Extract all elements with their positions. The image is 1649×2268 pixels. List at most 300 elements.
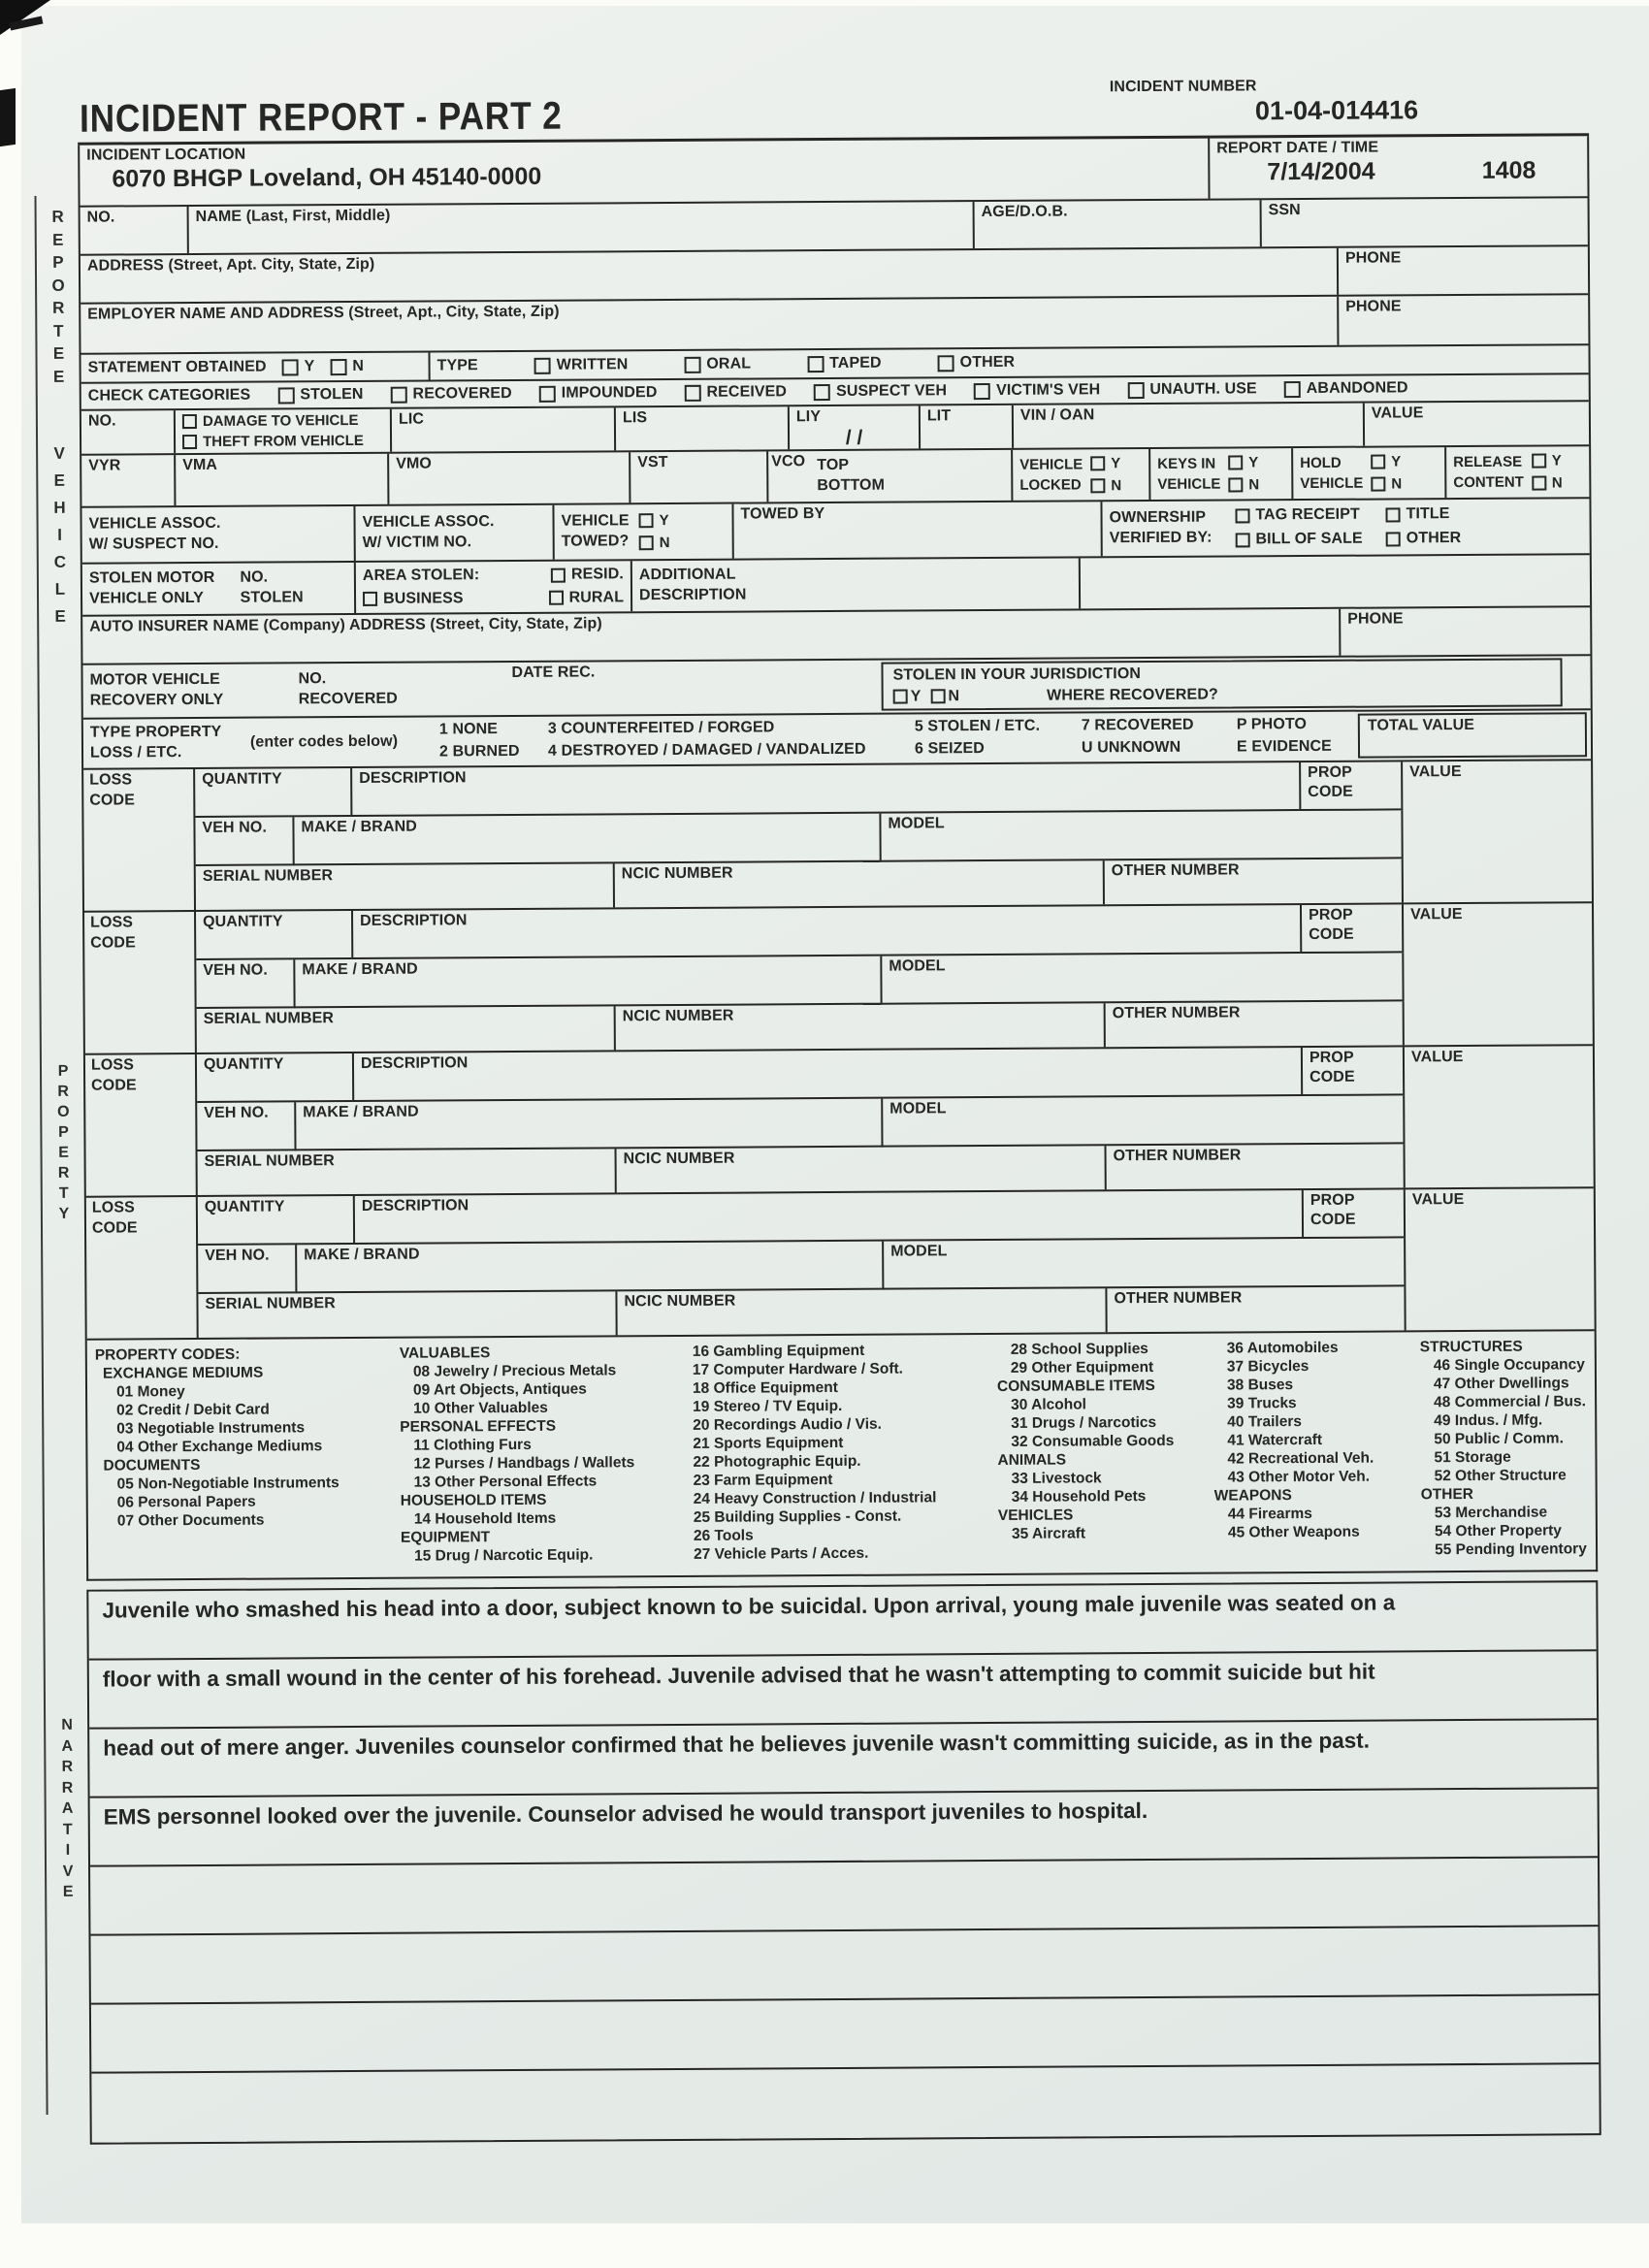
code-group-header: PERSONAL EFFECTS bbox=[400, 1417, 557, 1436]
no-recovered-field[interactable] bbox=[291, 663, 504, 716]
damage-to-vehicle-label: DAMAGE TO VEHICLE bbox=[202, 411, 359, 430]
jurisdiction-no-label: N bbox=[948, 687, 960, 704]
property-type-row bbox=[83, 708, 1591, 767]
property-item-block bbox=[84, 901, 1593, 1053]
legend-col-5 bbox=[1202, 1336, 1409, 1571]
vehicle-assoc-row bbox=[81, 497, 1589, 562]
vehicle-value-field[interactable] bbox=[1363, 402, 1589, 445]
additional-description-label1: ADDITIONAL bbox=[638, 566, 736, 584]
liy-value: / / bbox=[845, 426, 863, 449]
reportee-no-label: NO. bbox=[86, 209, 115, 226]
narrative-line: Juvenile who smashed his head into a door, subject known to be suicidal. Upon arrival, young male juvenile was seated on a bbox=[88, 1582, 1596, 1660]
description-field[interactable] bbox=[350, 762, 1299, 817]
statement-obtained-label: STATEMENT OBTAINED bbox=[87, 358, 267, 376]
checkbox-unauth-use[interactable] bbox=[1127, 382, 1144, 399]
legend-list-5 bbox=[1202, 1338, 1409, 1541]
reportee-employer-field[interactable] bbox=[81, 297, 1337, 353]
code-item: 46 Single Occupancy bbox=[1433, 1356, 1585, 1375]
report-datetime-field[interactable] bbox=[1208, 136, 1587, 198]
additional-description-field[interactable] bbox=[630, 558, 1079, 611]
model-label: MODEL bbox=[889, 957, 946, 975]
checkbox-stolen[interactable] bbox=[277, 387, 294, 404]
enter-codes-note bbox=[243, 718, 433, 767]
total-value-label: TOTAL VALUE bbox=[1367, 716, 1475, 734]
other-number-field[interactable] bbox=[1103, 859, 1402, 904]
release-label1: RELEASE bbox=[1453, 453, 1523, 470]
ncic-number-label: NCIC NUMBER bbox=[624, 1292, 736, 1311]
other-number-field[interactable] bbox=[1105, 1286, 1404, 1332]
checkbox-locked-yes[interactable] bbox=[1090, 456, 1105, 470]
serial-number-label: SERIAL NUMBER bbox=[204, 1152, 335, 1170]
serial-number-label: SERIAL NUMBER bbox=[205, 1295, 336, 1312]
date-rec-field[interactable] bbox=[504, 661, 878, 715]
narrative-line: head out of mere anger. Juveniles counselor confirmed that he believes juvenile wasn't committing suicide, as in the past. bbox=[89, 1720, 1597, 1798]
ncic-number-field[interactable] bbox=[615, 1146, 1105, 1192]
hold-yes-label: Y bbox=[1391, 452, 1402, 470]
code-item: 29 Other Equipment bbox=[1010, 1358, 1154, 1377]
checkbox-abandoned[interactable] bbox=[1284, 381, 1301, 398]
stolen-motor-label2: VEHICLE ONLY bbox=[88, 589, 205, 607]
lic-label: LIC bbox=[398, 410, 425, 428]
ncic-number-field[interactable] bbox=[614, 1003, 1104, 1050]
incident-location-field[interactable] bbox=[80, 139, 1208, 206]
code-item: 45 Other Weapons bbox=[1227, 1523, 1360, 1541]
checkbox-towed-yes[interactable] bbox=[639, 513, 654, 528]
rural-label: RURAL bbox=[568, 588, 625, 606]
vin-oan-label: VIN / OAN bbox=[1019, 406, 1095, 424]
received-label: RECEIVED bbox=[706, 382, 788, 401]
narrative-blank-line[interactable] bbox=[90, 1858, 1598, 1935]
recovery-open-area bbox=[1565, 656, 1590, 708]
other-number-field[interactable] bbox=[1105, 1144, 1404, 1189]
recovered-label: RECOVERED bbox=[412, 384, 512, 403]
reportee-phone-field[interactable] bbox=[1337, 246, 1588, 295]
abandoned-label: ABANDONED bbox=[1306, 378, 1408, 397]
prop-code-label1: PROP bbox=[1309, 1049, 1354, 1066]
ncic-number-field[interactable] bbox=[615, 1288, 1105, 1335]
ownership-label1: OWNERSHIP bbox=[1109, 508, 1207, 527]
code-item: 13 Other Personal Effects bbox=[413, 1473, 598, 1491]
recovery-label1: MOTOR VEHICLE bbox=[89, 670, 220, 689]
loss-code-field[interactable] bbox=[86, 1197, 199, 1339]
vma-label: VMA bbox=[182, 456, 218, 474]
suspect-veh-label: SUSPECT VEH bbox=[836, 381, 948, 400]
theft-from-vehicle-label: THEFT FROM VEHICLE bbox=[203, 432, 364, 450]
locked-yes-label: Y bbox=[1111, 454, 1121, 471]
no-recovered-label1: NO. bbox=[298, 670, 327, 688]
ownership-verified-group bbox=[1100, 499, 1589, 556]
serial-number-field[interactable] bbox=[198, 1291, 615, 1338]
reportee-no-field[interactable] bbox=[81, 207, 187, 254]
narrative-blank-line[interactable] bbox=[91, 1995, 1599, 2073]
code-item: 09 Art Objects, Antiques bbox=[412, 1380, 587, 1399]
serial-number-field[interactable] bbox=[196, 863, 613, 910]
vco-field[interactable] bbox=[766, 451, 810, 502]
property-item-block bbox=[85, 1044, 1594, 1195]
keys-yes-label: Y bbox=[1248, 453, 1259, 470]
assoc-victim-label1: VEHICLE ASSOC. bbox=[362, 513, 495, 532]
stolen-motor-group bbox=[82, 563, 354, 615]
code-item: 08 Jewelry / Precious Metals bbox=[412, 1362, 617, 1380]
code-item: 21 Sports Equipment bbox=[693, 1434, 844, 1452]
prop-code-label2: CODE bbox=[1310, 1068, 1355, 1085]
property-item-block bbox=[83, 759, 1592, 910]
no-stolen-label2: STOLEN bbox=[240, 589, 304, 606]
code-item: 43 Other Motor Veh. bbox=[1227, 1468, 1371, 1486]
vehicle-towed-group bbox=[552, 504, 731, 560]
code-group-header: CONSUMABLE ITEMS bbox=[996, 1377, 1155, 1395]
reportee-name-label: NAME (Last, First, Middle) bbox=[195, 207, 391, 225]
checkbox-jurisdiction-no[interactable] bbox=[930, 690, 945, 704]
model-label: MODEL bbox=[889, 1100, 947, 1118]
value-label: VALUE bbox=[1410, 906, 1463, 923]
taped-label: TAPED bbox=[829, 354, 882, 372]
property-row-main bbox=[196, 903, 1592, 960]
reportee-employer-phone-field[interactable] bbox=[1337, 295, 1588, 345]
property-row-main bbox=[198, 1188, 1594, 1246]
checkbox-rural[interactable] bbox=[549, 591, 564, 605]
section-label-vehicle: V E H I C L E bbox=[53, 443, 67, 626]
quantity-field[interactable] bbox=[197, 1053, 352, 1103]
checkbox-bill-of-sale[interactable] bbox=[1235, 533, 1249, 547]
quantity-label: QUANTITY bbox=[203, 913, 283, 930]
vmo-field[interactable] bbox=[387, 452, 629, 504]
description-field[interactable] bbox=[352, 1048, 1301, 1102]
legend-col-4 bbox=[986, 1338, 1203, 1573]
checkbox-tag-receipt[interactable] bbox=[1235, 508, 1249, 523]
keys-label1: KEYS IN bbox=[1157, 455, 1216, 472]
vst-field[interactable] bbox=[629, 451, 766, 502]
lis-label: LIS bbox=[622, 409, 648, 427]
code-item: 16 Gambling Equipment bbox=[692, 1342, 865, 1360]
value-field[interactable] bbox=[1401, 761, 1591, 810]
loss-code-field[interactable] bbox=[84, 912, 197, 1053]
checkbox-jurisdiction-yes[interactable] bbox=[893, 690, 908, 704]
prop-code-field[interactable] bbox=[1300, 904, 1402, 954]
vehicle-assoc-victim-field[interactable] bbox=[353, 505, 552, 561]
vehicle-assoc-suspect-field[interactable] bbox=[81, 506, 353, 563]
checkbox-business[interactable] bbox=[363, 592, 377, 606]
checkbox-taped[interactable] bbox=[807, 356, 824, 373]
value-label: VALUE bbox=[1410, 1049, 1464, 1066]
release-yes-label: Y bbox=[1551, 451, 1562, 469]
assoc-victim-label2: W/ VICTIM NO. bbox=[362, 534, 472, 551]
make-brand-label: MAKE / BRAND bbox=[301, 818, 417, 836]
legend-list-1 bbox=[91, 1363, 389, 1531]
incident-number-value: 01-04-014416 bbox=[1254, 95, 1419, 126]
code-none-label: 1 NONE bbox=[438, 721, 499, 738]
veh-no-field[interactable] bbox=[198, 1245, 295, 1294]
model-field[interactable] bbox=[880, 953, 1402, 1004]
area-stolen-label: AREA STOLEN: bbox=[362, 566, 480, 584]
code-group-header: ANIMALS bbox=[997, 1451, 1067, 1469]
property-item-block bbox=[86, 1186, 1595, 1338]
quantity-field[interactable] bbox=[195, 768, 350, 818]
code-group-header: EXCHANGE MEDIUMS bbox=[102, 1364, 264, 1382]
ncic-number-label: NCIC NUMBER bbox=[623, 1150, 735, 1168]
checkbox-title[interactable] bbox=[1386, 507, 1401, 522]
other-number-field[interactable] bbox=[1104, 1001, 1403, 1047]
code-counterfeited-label: 3 COUNTERFEITED / FORGED bbox=[547, 719, 775, 737]
description-label: DESCRIPTION bbox=[361, 1197, 469, 1215]
checkbox-hold-no[interactable] bbox=[1371, 477, 1385, 492]
veh-no-field[interactable] bbox=[196, 959, 293, 1009]
quantity-field[interactable] bbox=[196, 911, 351, 960]
type-property-label1: TYPE PROPERTY bbox=[89, 723, 222, 741]
property-block-rows bbox=[195, 761, 1592, 910]
code-item: 04 Other Exchange Mediums bbox=[116, 1438, 323, 1456]
property-row-vehicle bbox=[195, 809, 1591, 866]
section-label-reportee: R E P O R T E E bbox=[51, 207, 65, 386]
code-item: 24 Heavy Construction / Industrial bbox=[693, 1489, 937, 1507]
description-label: DESCRIPTION bbox=[359, 769, 467, 787]
checkbox-oral[interactable] bbox=[684, 356, 700, 373]
legend-col-3 bbox=[667, 1339, 986, 1575]
quantity-label: QUANTITY bbox=[203, 1055, 284, 1073]
other-number-label: OTHER NUMBER bbox=[1113, 1147, 1242, 1165]
reportee-address-field[interactable] bbox=[81, 248, 1337, 303]
vehicle-no-field[interactable] bbox=[81, 410, 174, 454]
value-field[interactable] bbox=[1403, 1046, 1593, 1095]
reportee-employer-label: EMPLOYER NAME AND ADDRESS (Street, Apt., City, State, Zip) bbox=[87, 303, 560, 323]
checkbox-hold-yes[interactable] bbox=[1371, 454, 1385, 469]
ownership-label2: VERIFIED BY: bbox=[1109, 529, 1212, 547]
code-seized-label: 6 SEIZED bbox=[914, 740, 985, 758]
lis-field[interactable] bbox=[614, 406, 788, 450]
vin-oan-field[interactable] bbox=[1012, 404, 1363, 448]
checkbox-damage-to-vehicle[interactable] bbox=[182, 414, 197, 429]
code-group-header: HOUSEHOLD ITEMS bbox=[400, 1491, 547, 1509]
statement-no-label: N bbox=[352, 357, 365, 374]
veh-no-label: VEH NO. bbox=[202, 819, 268, 836]
incident-number-block bbox=[1110, 77, 1527, 128]
hold-no-label: N bbox=[1391, 475, 1403, 493]
property-open-cell bbox=[1403, 1094, 1593, 1144]
checkbox-release-no[interactable] bbox=[1532, 476, 1546, 491]
vehicle-value-label: VALUE bbox=[1371, 405, 1424, 422]
code-unknown-label: U UNKNOWN bbox=[1081, 738, 1181, 757]
bottom-label: BOTTOM bbox=[817, 476, 886, 495]
recovery-row bbox=[82, 654, 1590, 717]
loss-code-field[interactable] bbox=[85, 1054, 198, 1196]
other-number-label: OTHER NUMBER bbox=[1112, 1004, 1241, 1022]
checkbox-impounded[interactable] bbox=[539, 385, 556, 402]
code-group-header: VEHICLES bbox=[997, 1507, 1074, 1524]
code-burned-label: 2 BURNED bbox=[438, 742, 520, 761]
model-field[interactable] bbox=[881, 1095, 1403, 1147]
code-item: 54 Other Property bbox=[1434, 1522, 1562, 1540]
value-field[interactable] bbox=[1402, 903, 1592, 953]
checkbox-release-yes[interactable] bbox=[1532, 453, 1546, 468]
code-item: 06 Personal Papers bbox=[116, 1493, 256, 1511]
resid-label: RESID. bbox=[570, 565, 624, 583]
property-open-cell bbox=[1403, 1143, 1593, 1187]
code-photo-label: P PHOTO bbox=[1236, 716, 1308, 733]
lic-field[interactable] bbox=[390, 407, 614, 451]
towed-yes-label: Y bbox=[659, 511, 669, 529]
make-brand-field[interactable] bbox=[295, 1242, 882, 1294]
property-row-main bbox=[197, 1046, 1593, 1103]
code-item: 50 Public / Comm. bbox=[1434, 1430, 1564, 1448]
code-item: 23 Farm Equipment bbox=[693, 1471, 833, 1489]
code-item: 55 Pending Inventory bbox=[1435, 1540, 1587, 1559]
value-field[interactable] bbox=[1404, 1188, 1594, 1238]
location-row bbox=[80, 136, 1587, 205]
quantity-field[interactable] bbox=[198, 1196, 353, 1246]
ncic-number-label: NCIC NUMBER bbox=[621, 864, 733, 883]
reportee-age-dob-label: AGE/D.O.B. bbox=[981, 203, 1068, 221]
property-open-cell bbox=[1402, 858, 1592, 902]
incident-report-form bbox=[78, 78, 1601, 2144]
auto-insurer-label: AUTO INSURER NAME (Company) ADDRESS (Street, City, State, Zip) bbox=[89, 615, 602, 635]
code-item: 36 Automobiles bbox=[1226, 1339, 1339, 1357]
checkbox-ownership-other[interactable] bbox=[1386, 532, 1401, 546]
checkbox-keys-yes[interactable] bbox=[1228, 455, 1243, 470]
veh-no-field[interactable] bbox=[195, 817, 292, 866]
code-evidence-label: E EVIDENCE bbox=[1236, 737, 1332, 756]
checkbox-statement-no[interactable] bbox=[330, 359, 346, 375]
code-item: 20 Recordings Audio / Vis. bbox=[693, 1415, 882, 1434]
legend-col-2 bbox=[388, 1341, 668, 1577]
checkbox-statement-yes[interactable] bbox=[282, 359, 299, 375]
where-recovered-label: WHERE RECOVERED? bbox=[1047, 686, 1218, 704]
veh-no-label: VEH NO. bbox=[204, 1104, 269, 1121]
liy-field[interactable] bbox=[788, 405, 919, 449]
checkbox-statement-other[interactable] bbox=[938, 355, 954, 372]
code-item: 39 Trucks bbox=[1227, 1395, 1297, 1412]
property-block-rows bbox=[197, 1046, 1594, 1195]
code-item: 52 Other Structure bbox=[1434, 1467, 1567, 1485]
total-value-field[interactable] bbox=[1358, 712, 1587, 758]
vmo-label: VMO bbox=[396, 455, 432, 472]
insurer-phone-field[interactable] bbox=[1339, 607, 1590, 656]
section-label-property: P R O P E R T Y bbox=[56, 1062, 70, 1222]
code-item: 53 Merchandise bbox=[1434, 1504, 1548, 1522]
assoc-suspect-label1: VEHICLE ASSOC. bbox=[88, 514, 221, 533]
written-label: WRITTEN bbox=[556, 355, 629, 373]
model-field[interactable] bbox=[879, 810, 1401, 861]
checkbox-suspect-veh[interactable] bbox=[814, 383, 830, 400]
loss-code-field[interactable] bbox=[83, 769, 196, 911]
legend-col-6 bbox=[1408, 1335, 1596, 1571]
auto-insurer-field[interactable] bbox=[82, 609, 1339, 664]
checkbox-towed-no[interactable] bbox=[639, 535, 654, 550]
lit-field[interactable] bbox=[919, 405, 1012, 449]
additional-description-label2: DESCRIPTION bbox=[638, 586, 747, 604]
prop-code-label2: CODE bbox=[1309, 925, 1354, 943]
quantity-label: QUANTITY bbox=[204, 1198, 285, 1215]
business-label: BUSINESS bbox=[382, 589, 464, 607]
checkbox-locked-no[interactable] bbox=[1090, 479, 1105, 494]
reportee-age-dob-field[interactable] bbox=[973, 200, 1260, 248]
release-label2: CONTENT bbox=[1453, 473, 1524, 492]
title-label: TITLE bbox=[1406, 505, 1450, 523]
checkbox-received[interactable] bbox=[684, 384, 700, 401]
serial-number-field[interactable] bbox=[198, 1149, 615, 1195]
form-grid bbox=[78, 136, 1598, 1580]
loss-codes-col3 bbox=[908, 713, 1075, 762]
report-date-value: 7/14/2004 bbox=[1267, 157, 1375, 186]
check-categories-label: CHECK CATEGORIES bbox=[87, 386, 251, 405]
prop-code-field[interactable] bbox=[1299, 761, 1401, 811]
ncic-number-field[interactable] bbox=[613, 860, 1103, 907]
type-property-label2: LOSS / ETC. bbox=[89, 744, 182, 761]
vma-field[interactable] bbox=[174, 454, 387, 505]
victims-veh-label: VICTIM'S VEH bbox=[996, 380, 1101, 399]
code-item: 15 Drug / Narcotic Equip. bbox=[414, 1546, 594, 1565]
property-open-cell bbox=[1401, 809, 1591, 859]
top-label: TOP bbox=[817, 457, 850, 474]
veh-no-field[interactable] bbox=[197, 1102, 294, 1151]
property-row-main bbox=[195, 761, 1591, 818]
narrative-line: floor with a small wound in the center of his forehead. Juvenile advised that he wasn't attempting to commit suicide but hit bbox=[89, 1651, 1597, 1729]
code-item: 41 Watercraft bbox=[1227, 1431, 1323, 1449]
narrative-blank-line[interactable] bbox=[90, 1927, 1598, 2004]
reportee-ssn-field[interactable] bbox=[1260, 198, 1588, 246]
code-item: 11 Clothing Furs bbox=[413, 1436, 532, 1454]
reportee-name-field[interactable] bbox=[187, 202, 973, 253]
code-item: 47 Other Dwellings bbox=[1433, 1375, 1569, 1393]
serial-number-field[interactable] bbox=[197, 1006, 614, 1053]
checkbox-keys-no[interactable] bbox=[1228, 478, 1243, 493]
description-field[interactable] bbox=[351, 905, 1300, 959]
prop-code-field[interactable] bbox=[1302, 1189, 1404, 1239]
stolen-motor-open-area bbox=[1079, 555, 1590, 608]
code-item: 17 Computer Hardware / Soft. bbox=[692, 1360, 904, 1378]
loss-code-label1: LOSS bbox=[90, 1056, 134, 1074]
quantity-label: QUANTITY bbox=[202, 770, 282, 788]
loss-codes-col1 bbox=[433, 717, 541, 766]
release-no-label: N bbox=[1551, 474, 1563, 492]
checkbox-recovered[interactable] bbox=[390, 386, 406, 403]
towed-by-field[interactable] bbox=[731, 502, 1100, 558]
loss-code-label1: LOSS bbox=[90, 914, 134, 931]
oral-label: ORAL bbox=[706, 355, 752, 373]
checkbox-victims-veh[interactable] bbox=[974, 382, 990, 399]
keys-in-vehicle-group bbox=[1148, 448, 1291, 500]
property-open-cell bbox=[1402, 952, 1592, 1001]
code-item: 25 Building Supplies - Const. bbox=[693, 1507, 902, 1526]
top-bottom-field[interactable] bbox=[810, 450, 1011, 502]
make-brand-field[interactable] bbox=[292, 814, 879, 866]
property-codes-title: PROPERTY CODES: bbox=[94, 1345, 241, 1364]
checkbox-resid[interactable] bbox=[551, 567, 566, 582]
checkbox-theft-from-vehicle[interactable] bbox=[182, 435, 197, 449]
stolen-motor-row bbox=[82, 553, 1590, 614]
code-item: 44 Firearms bbox=[1227, 1505, 1312, 1523]
narrative-blank-line[interactable] bbox=[91, 2064, 1599, 2142]
statement-yes-label: Y bbox=[304, 357, 315, 374]
property-open-cell bbox=[1404, 1237, 1594, 1286]
description-field[interactable] bbox=[353, 1190, 1302, 1245]
code-group-header: VALUABLES bbox=[399, 1345, 491, 1362]
code-group-header: STRUCTURES bbox=[1419, 1338, 1523, 1356]
model-field[interactable] bbox=[882, 1238, 1404, 1289]
date-rec-label: DATE REC. bbox=[511, 664, 596, 682]
make-brand-field[interactable] bbox=[294, 1099, 881, 1151]
checkbox-written[interactable] bbox=[534, 357, 551, 373]
vst-label: VST bbox=[637, 454, 668, 471]
loss-code-label1: LOSS bbox=[91, 1199, 135, 1216]
vyr-field[interactable] bbox=[81, 455, 174, 506]
reportee-employer-phone-label: PHONE bbox=[1345, 298, 1402, 315]
prop-code-field[interactable] bbox=[1301, 1047, 1403, 1096]
serial-number-label: SERIAL NUMBER bbox=[203, 1010, 335, 1027]
code-item: 02 Credit / Debit Card bbox=[116, 1401, 270, 1419]
make-brand-field[interactable] bbox=[293, 956, 880, 1009]
statement-obtained-group bbox=[81, 353, 429, 382]
statement-type-label: TYPE bbox=[436, 356, 478, 374]
